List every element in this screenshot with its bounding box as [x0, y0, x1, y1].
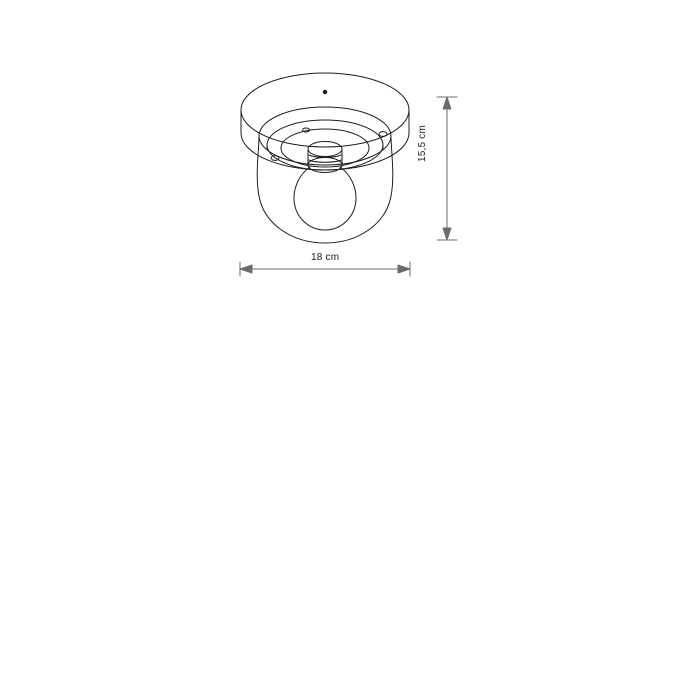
canopy-cylinder: [241, 73, 409, 170]
light-bulb: [294, 167, 356, 230]
shade-dome: [257, 107, 393, 243]
height-dimension: [437, 97, 457, 240]
width-dimension-label: 18 cm: [311, 252, 340, 263]
height-dimension-label: 15,5 cm: [417, 125, 428, 162]
width-dimension: [240, 262, 410, 276]
mounting-screws: [271, 128, 387, 160]
bulb-socket: [308, 142, 342, 173]
